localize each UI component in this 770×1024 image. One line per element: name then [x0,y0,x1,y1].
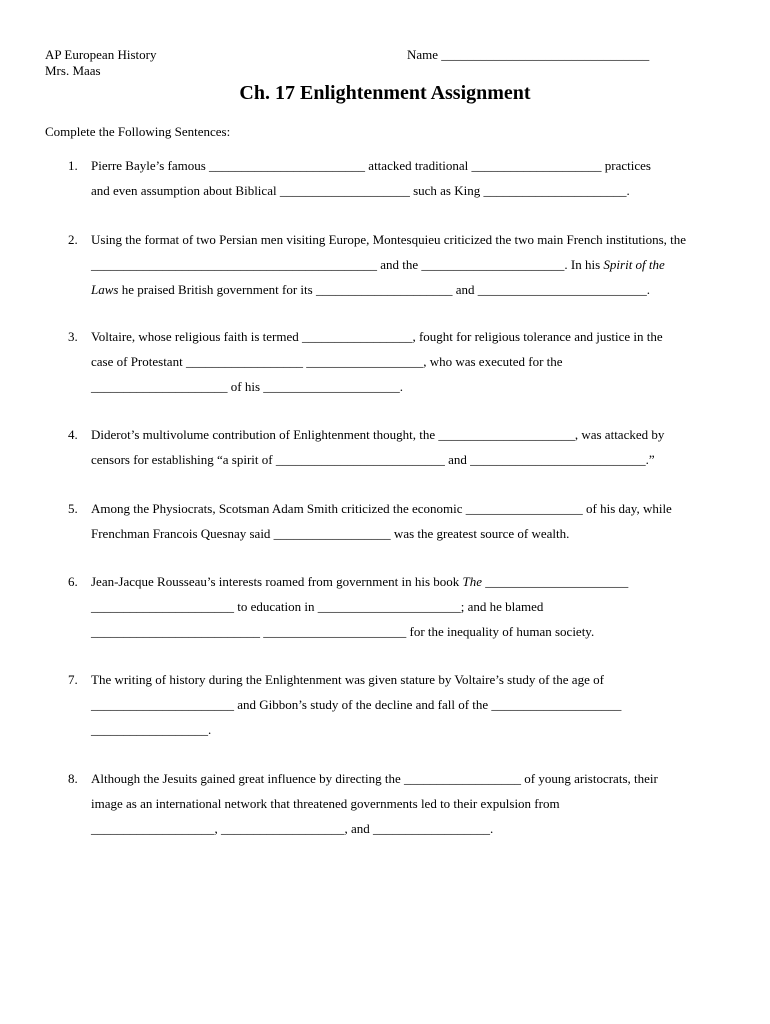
question-line: Although the Jesuits gained great influence by directing the __________________ of young aristocrats, their [91,771,658,786]
question-line: __________________________ ______________________ for the inequality of human society. [91,624,595,639]
question-number: 2. [68,232,78,247]
question-line: ______________________ to education in ______________________; and he blamed [91,599,544,614]
question-line: Frenchman Francois Quesnay said __________________ was the greatest source of wealth. [91,526,570,541]
question-number: 3. [68,329,78,344]
question-number: 8. [68,771,78,786]
question-line: and even assumption about Biblical ____________________ such as King ______________________. [91,183,630,198]
question-line: _____________________ of his _____________________. [91,379,403,394]
page-title: Ch. 17 Enlightenment Assignment [239,82,531,104]
question-line: case of Protestant __________________ __________________, who was executed for the [91,354,563,369]
question-line: __________________. [91,722,212,737]
question-line [91,257,665,273]
question-line: ______________________ and Gibbon’s study of the decline and fall of the ____________________ [91,697,622,712]
question-text: ______________________ [482,574,629,589]
question-line: censors for establishing “a spirit of __________________________ and ___________________________.” [91,452,655,467]
question-line: Voltaire, whose religious faith is termed _________________, fought for religious tolerance and justice in the [91,329,663,344]
book-title: Laws [91,282,119,297]
question-number: 5. [68,501,78,516]
book-title: The [462,574,482,589]
question-number: 4. [68,427,78,442]
question-line [91,282,650,298]
question-line: Diderot’s multivolume contribution of Enlightenment thought, the _____________________, was attacked by [91,427,665,442]
course-name: AP European History [45,47,157,62]
question-text: ____________________________________________ and the ______________________. In his [91,257,604,272]
question-number: 6. [68,574,78,589]
question-line: image as an international network that threatened governments led to their expulsion from [91,796,560,811]
question-line: Pierre Bayle’s famous ________________________ attacked traditional ____________________ practices [91,158,651,173]
teacher-name: Mrs. Maas [45,63,101,78]
question-line: The writing of history during the Enlightenment was given stature by Voltaire’s study of the age of [91,672,604,687]
instructions: Complete the Following Sentences: [45,124,231,139]
question-line: ___________________, ___________________, and __________________. [91,821,494,836]
question-line: Using the format of two Persian men visiting Europe, Montesquieu criticized the two main French institutions, the [91,232,687,247]
question-text: he praised British government for its _____________________ and __________________________. [118,282,650,297]
question-text: Jean-Jacque Rousseau’s interests roamed from government in his book [91,574,463,589]
book-title: Spirit of the [603,257,665,272]
student-name-blank: Name ________________________________ [407,47,650,62]
question-line: Among the Physiocrats, Scotsman Adam Smith criticized the economic __________________ of his day, while [91,501,672,516]
question-number: 7. [68,672,78,687]
question-line [91,574,628,590]
question-number: 1. [68,158,78,173]
